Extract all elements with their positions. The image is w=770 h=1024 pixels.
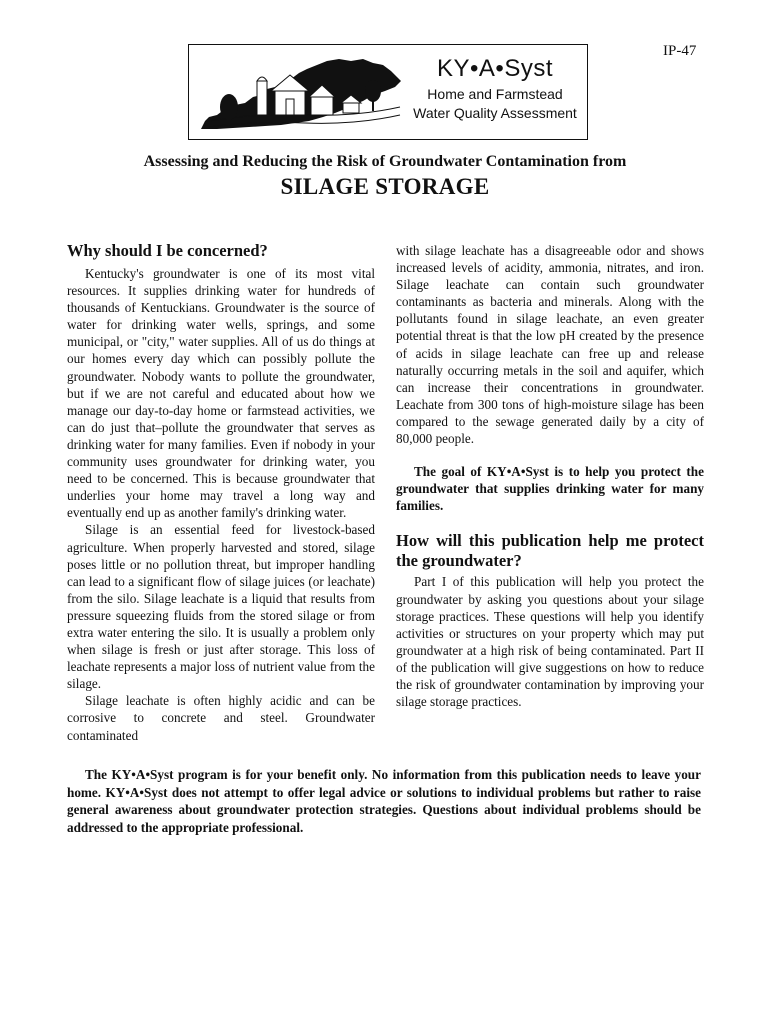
document-number: IP-47 — [663, 43, 697, 59]
logo-subtitle-line1: Home and Farmstead — [427, 86, 563, 102]
right-column — [396, 242, 704, 710]
paragraph: Silage leachate is often highly acidic and can be corrosive to concrete and steel. Groundwater contaminated — [67, 693, 375, 743]
logo-text-block — [407, 53, 583, 123]
left-column — [67, 241, 375, 744]
section-heading-concern: Why should I be concerned? — [67, 241, 268, 260]
kyasyst-logo — [188, 44, 588, 140]
document-title: SILAGE STORAGE — [280, 174, 490, 199]
paragraph: with silage leachate has a disagreeable odor and shows increased levels of acidity, ammonia, nitrates, and iron. Silage leachate can contain such groundwater contaminants as bacteria and minerals. Along with the pollutants found in silage leachate, an even greater potential threat is that the low pH created by the presence of acids in silage leachate can free up and release naturally occurring metals in the soil and aquifer, which can increase their concentrations in groundwater. Leachate from 300 tons of high-moisture silage has been compared to the sewage generated daily by a city of 80,000 people. — [396, 243, 704, 447]
document-subtitle: Assessing and Reducing the Risk of Groundwater Contamination from — [143, 153, 627, 170]
section-heading-publication-help: How will this publication help me protect the groundwater? — [396, 531, 704, 571]
kentucky-farmstead-illustration — [195, 51, 407, 135]
paragraph: Silage is an essential feed for livestock-based agriculture. When properly harvested and stored, silage poses little or no pollution threat, but improper handling can lead to a significant flow of silage juices (or leachate) from the silo. Silage leachate is a liquid that results from pressure squeezing fluids from the stored silage or from extra water entering the silo. It is usually a problem only when silage is fresh or just after storage. This loss of leachate represents a major loss of nutrient value from the silage. — [67, 522, 375, 692]
goal-statement: The goal of KY•A•Syst is to help you protect the groundwater that supplies drinking water for many families. — [396, 464, 704, 514]
logo-subtitle-line2: Water Quality Assessment — [413, 105, 577, 121]
disclaimer-text: The KY•A•Syst program is for your benefit only. No information from this publication needs to leave your home. KY•A•Syst does not attempt to offer legal advice or solutions to individual problems but rather to raise general awareness about groundwater protection strategies. Questions about individual problems should be addressed to the appropriate professional. — [67, 767, 701, 835]
paragraph: Kentucky's groundwater is one of its most vital resources. It supplies drinking water for hundreds of thousands of Kentuckians. Groundwater is the source of water for drinking water wells, springs, and some municipal, or "city," water supplies. All of us do things at our homes every day which can possibly pollute the groundwater. Nobody wants to pollute the groundwater, but if we are not careful and educated about how we manage our day-to-day home or farmstead activities, we can do just that–pollute the groundwater that serves as drinking water for many families. Even if nobody in your community uses groundwater for drinking water, you need to be concerned. This is because groundwater that underlies your home may travel a long way and eventually end up as another family's drinking water. — [67, 266, 375, 521]
disclaimer — [67, 766, 701, 836]
paragraph: Part I of this publication will help you protect the groundwater by asking you questions about your silage storage practices. These questions will help you identify activities or structures on your property which may put groundwater at a high risk of being contaminated. Part II of the publication will give suggestions on how to reduce the risk of groundwater contamination by improving your silage storage practices. — [396, 574, 704, 710]
logo-title: KY•A•Syst — [436, 55, 553, 82]
